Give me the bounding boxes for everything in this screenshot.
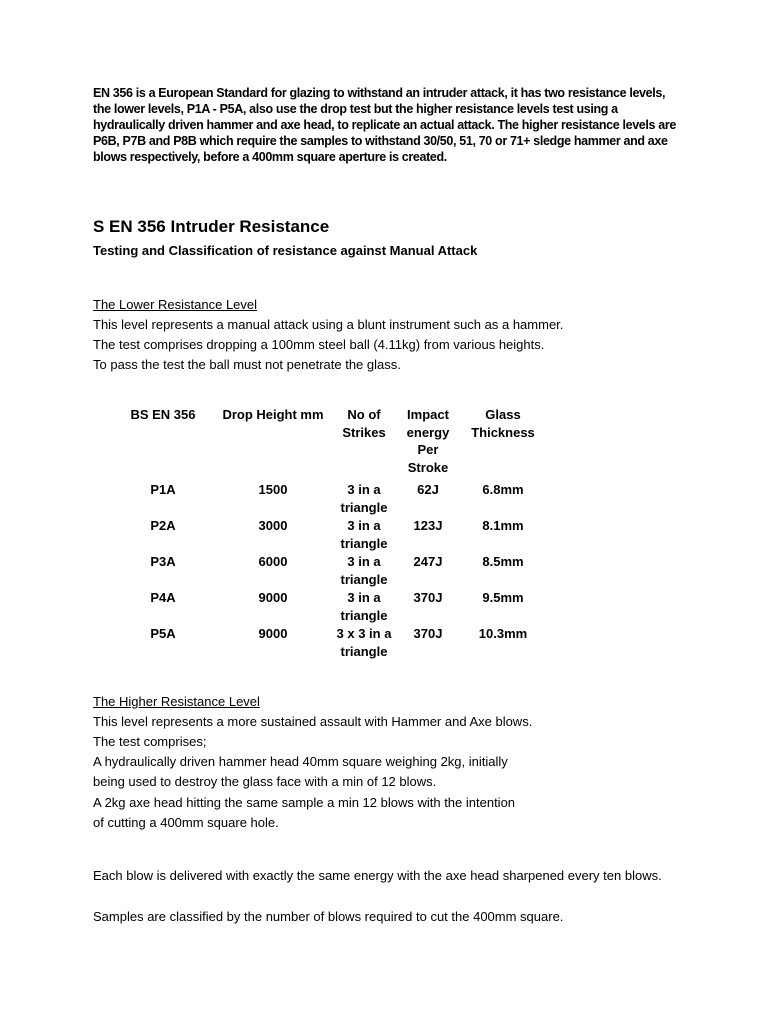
cell-glass-thickness: 8.1mm (482, 518, 524, 533)
table-row (110, 553, 548, 589)
cell-class: P1A (150, 482, 176, 497)
cell-drop-height: 1500 (258, 482, 288, 497)
cell-impact-energy: 247J (413, 554, 443, 569)
lower-level-heading: The Lower Resistance Level (93, 297, 258, 312)
table-row (110, 589, 548, 625)
page-title: S EN 356 Intruder Resistance (93, 217, 330, 236)
cell-class: P4A (150, 590, 176, 605)
higher-level-line: A 2kg axe head hitting the same sample a min 12 blows with the intention (93, 795, 516, 810)
cell-glass-thickness: 10.3mm (478, 626, 528, 641)
cell-drop-height: 9000 (258, 590, 288, 605)
cell-strikes: 3 x 3 in a triangle (336, 626, 392, 659)
column-header-impact-energy: Impact energy Per Stroke (406, 407, 450, 475)
higher-level-line: being used to destroy the glass face with a min of 12 blows. (93, 774, 437, 789)
table-row (110, 625, 548, 661)
column-header-drop-height: Drop Height mm (222, 407, 324, 422)
cell-glass-thickness: 6.8mm (482, 482, 524, 497)
column-header-strikes: No of Strikes (342, 407, 386, 440)
cell-class: P3A (150, 554, 176, 569)
intro-paragraph: EN 356 is a European Standard for glazing to withstand an intruder attack, it has two resistance levels, the lower levels, P1A - P5A, also use the drop test but the higher resistance levels test using a hydraulically driven hammer and axe head, to replicate an actual attack. The higher resistance levels are P6B, P7B and P8B which require the samples to withstand 30/50, 51, 70 or 71+ sledge hammer and axe blows respectively, before a 400mm square aperture is created. (93, 86, 676, 164)
cell-drop-height: 6000 (258, 554, 288, 569)
cell-drop-height: 9000 (258, 626, 288, 641)
table-row (110, 481, 548, 517)
lower-level-line: This level represents a manual attack using a blunt instrument such as a hammer. (93, 317, 564, 332)
page-subtitle: Testing and Classification of resistance against Manual Attack (93, 243, 478, 258)
higher-level-line: The test comprises; (93, 734, 207, 749)
closing-paragraph: Each blow is delivered with exactly the same energy with the axe head sharpened every ten blows. (93, 868, 662, 883)
resistance-table (110, 406, 548, 661)
cell-glass-thickness: 8.5mm (482, 554, 524, 569)
column-header-standard: BS EN 356 (130, 407, 196, 422)
table-row (110, 517, 548, 553)
cell-strikes: 3 in a triangle (340, 590, 388, 623)
cell-impact-energy: 370J (413, 626, 443, 641)
higher-level-line: This level represents a more sustained assault with Hammer and Axe blows. (93, 714, 533, 729)
cell-glass-thickness: 9.5mm (482, 590, 524, 605)
cell-strikes: 3 in a triangle (340, 482, 388, 515)
lower-level-line: The test comprises dropping a 100mm steel ball (4.11kg) from various heights. (93, 337, 545, 352)
column-header-glass-thickness: Glass Thickness (471, 407, 535, 440)
higher-level-line: A hydraulically driven hammer head 40mm square weighing 2kg, initially (93, 754, 508, 769)
cell-impact-energy: 370J (413, 590, 443, 605)
closing-line: Samples are classified by the number of blows required to cut the 400mm square. (93, 909, 564, 924)
cell-strikes: 3 in a triangle (340, 518, 388, 551)
cell-class: P5A (150, 626, 176, 641)
table-header-row (110, 406, 548, 481)
higher-level-heading: The Higher Resistance Level (93, 694, 260, 709)
cell-impact-energy: 123J (413, 518, 443, 533)
lower-level-line: To pass the test the ball must not penetrate the glass. (93, 357, 401, 372)
cell-drop-height: 3000 (258, 518, 288, 533)
cell-class: P2A (150, 518, 176, 533)
cell-impact-energy: 62J (417, 482, 439, 497)
higher-level-line: of cutting a 400mm square hole. (93, 815, 279, 830)
cell-strikes: 3 in a triangle (340, 554, 388, 587)
